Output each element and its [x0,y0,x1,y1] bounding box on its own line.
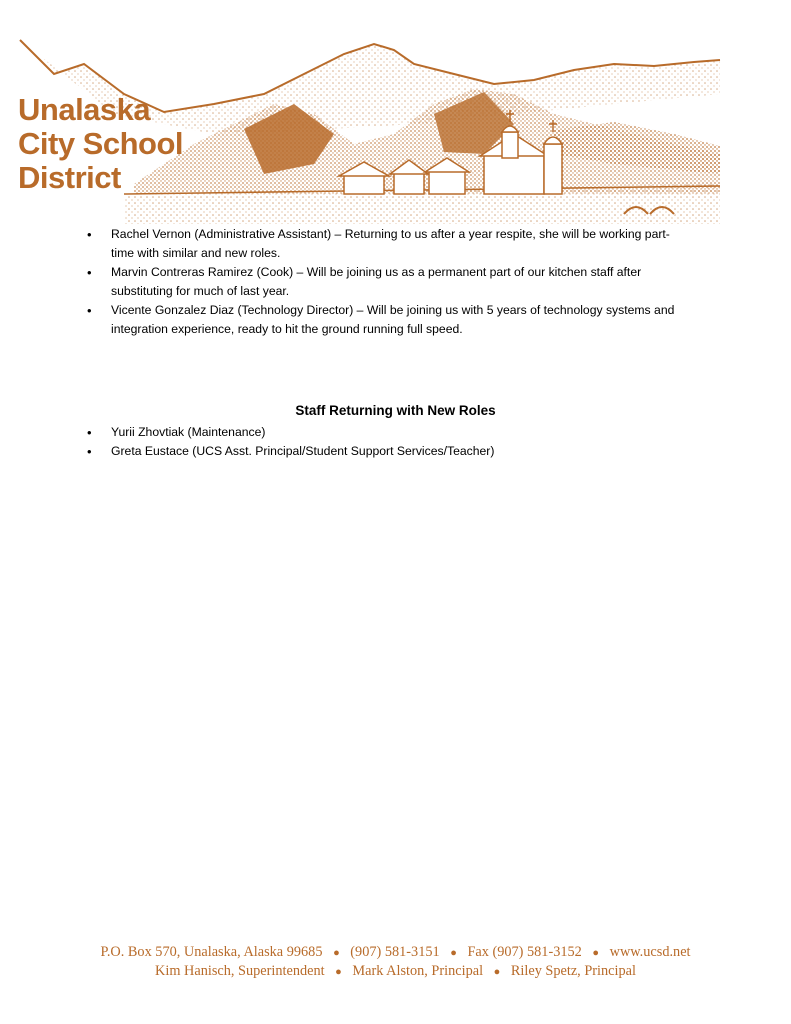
section-heading: Staff Returning with New Roles [295,403,496,418]
footer-staff-line [0,962,791,981]
footer-principal: Riley Spetz, Principal [510,963,636,979]
list-item-text: integration experience, ready to hit the ground running full speed. [111,322,463,336]
district-logo-wordmark [18,93,183,195]
footer-address: P.O. Box 570, Unalaska, Alaska 99685 [100,944,323,960]
footer-separator: ● [493,966,501,978]
logo-line: District [18,160,121,195]
footer-separator: ● [450,947,457,959]
list-item-text: substituting for much of last year. [111,284,290,298]
list-item [80,263,720,301]
list-item-text: Rachel Vernon (Administrative Assistant) – Returning to us after a year respite, she will be working part- [111,227,670,241]
new-staff-list [80,225,720,339]
list-item: • Yurii Zhovtiak (Maintenance) [80,423,720,442]
footer-fax: Fax (907) 581-3152 [467,944,582,960]
list-item-text: time with similar and new roles. [111,246,281,260]
list-item-text: Vicente Gonzalez Diaz (Technology Director) – Will be joining us with 5 years of technology systems and [111,303,675,317]
footer-separator: ● [333,947,340,959]
footer-separator: ● [335,966,342,978]
footer-phone: (907) 581-3151 [350,944,440,960]
letterhead-footer [0,943,791,981]
footer-website: www.ucsd.net [609,944,691,960]
footer-separator: ● [592,947,600,959]
logo-line: City School [18,126,184,161]
logo-line: Unalaska [18,92,151,127]
list-item [80,301,720,339]
footer-principal: Mark Alston, Principal [352,963,484,979]
footer-superintendent: Kim Hanisch, Superintendent [155,963,325,979]
list-item-text: Marvin Contreras Ramirez (Cook) – Will be joining us as a permanent part of our kitchen staff after [111,265,642,279]
footer-contact-line [0,943,791,962]
list-item [80,225,720,263]
list-item: • Greta Eustace (UCS Asst. Principal/Student Support Services/Teacher) [80,442,720,461]
returning-staff-list [80,423,720,461]
